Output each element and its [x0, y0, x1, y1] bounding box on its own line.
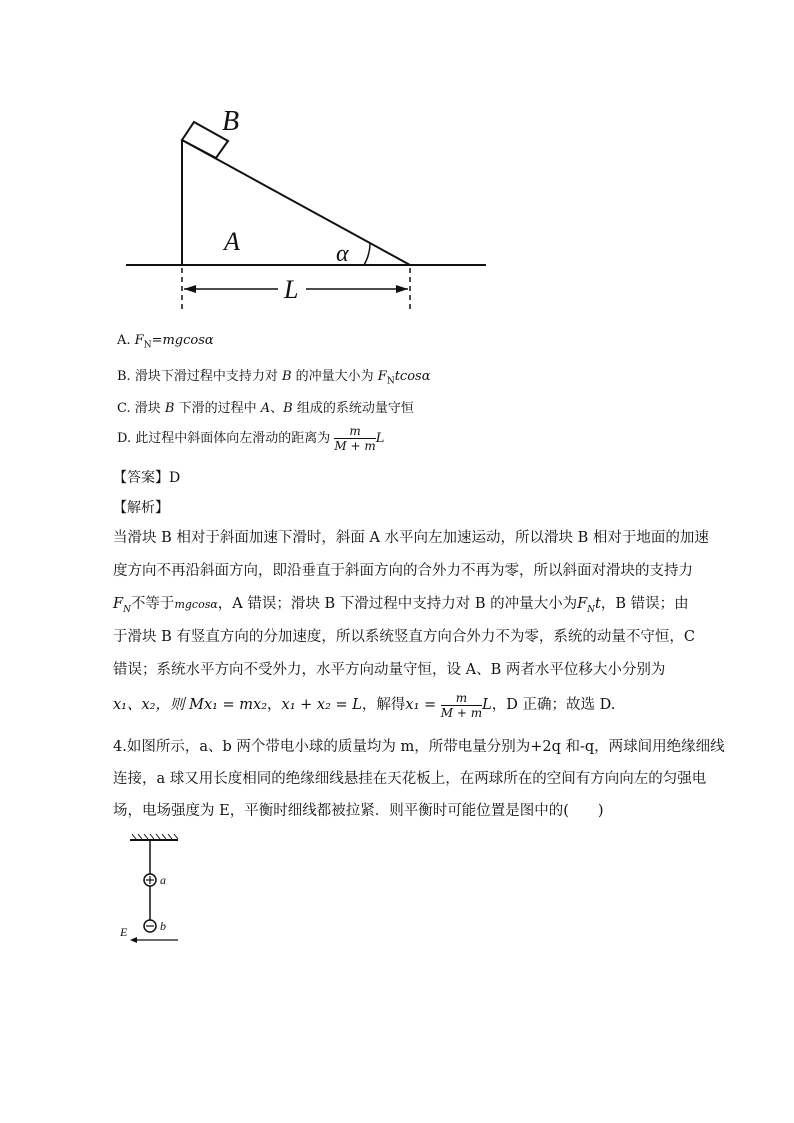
label-field-e: E	[120, 925, 128, 939]
option-c: C. 滑块 B 下滑的过程中 A、B 组成的系统动量守恒	[117, 401, 414, 416]
explanation-paragraph	[113, 522, 713, 722]
charged-balls-figure	[118, 832, 188, 947]
explanation-line-6: x₁、x₂，则 Mx₁ = mx₂，x₁ + x₂ = L，解得x₁ = $\frac{m}{M + m}$ L，D 正确；故选 D.	[113, 690, 616, 720]
question-4-line-3: 场，电场强度为 E，平衡时细线都被拉紧．则平衡时可能位置是图中的( )	[113, 803, 604, 819]
label-length-l: L	[284, 275, 299, 304]
fraction-x1-result: $\frac{m}{M + m}$	[440, 690, 483, 720]
explanation-line-2: 度方向不再沿斜面方向，即沿垂直于斜面方向的合外力不再为零，所以斜面对滑块的支持力	[113, 563, 693, 579]
label-ball-a: a	[160, 873, 166, 887]
option-a: A. $F_N=mgcos\alpha$	[117, 333, 214, 351]
analysis-tag: 【解析】	[113, 500, 169, 516]
incline-figure	[118, 100, 498, 315]
explanation-line-3: $F_N$不等于mgcosα，A 错误；滑块 B 下滑过程中支持力对 B 的冲量大小为$F_Nt$，B 错误；由	[113, 596, 689, 615]
explanation-line-5: 错误；系统水平方向不受外力，水平方向动量守恒，设 A、B 两者水平位移大小分别为	[113, 662, 666, 678]
option-d: D. 此过程中斜面体向左滑动的距离为 $\frac{m}{M + m}$ L	[117, 424, 385, 453]
explanation-line-4: 于滑块 B 有竖直方向的分加速度，所以系统竖直方向合外力不为零，系统的动量不守恒，C	[113, 629, 695, 645]
answer-line: 【答案】D	[113, 470, 181, 486]
label-incline-a: A	[224, 227, 240, 256]
label-block-b: B	[222, 106, 240, 137]
question-4-line-1: 4.如图所示，a、b 两个带电小球的质量均为 m，所带电量分别为+2q 和-q，两球间用绝缘细线	[113, 739, 725, 755]
question-4-line-2: 连接，a 球又用长度相同的绝缘细线悬挂在天花板上，在两球所在的空间有方向向左的匀强电	[113, 771, 707, 787]
label-angle-alpha: α	[336, 241, 349, 267]
option-b: B. 滑块下滑过程中支持力对 B 的冲量大小为 $F_Ntcos\alpha$	[117, 369, 431, 387]
fraction-m-over-mplusm: $\frac{m}{M + m}$	[334, 424, 376, 453]
explanation-line-1: 当滑块 B 相对于斜面加速下滑时，斜面 A 水平向左加速运动，所以滑块 B 相对于地面的加速	[113, 530, 709, 546]
question-4	[113, 731, 725, 831]
label-ball-b: b	[160, 919, 166, 933]
